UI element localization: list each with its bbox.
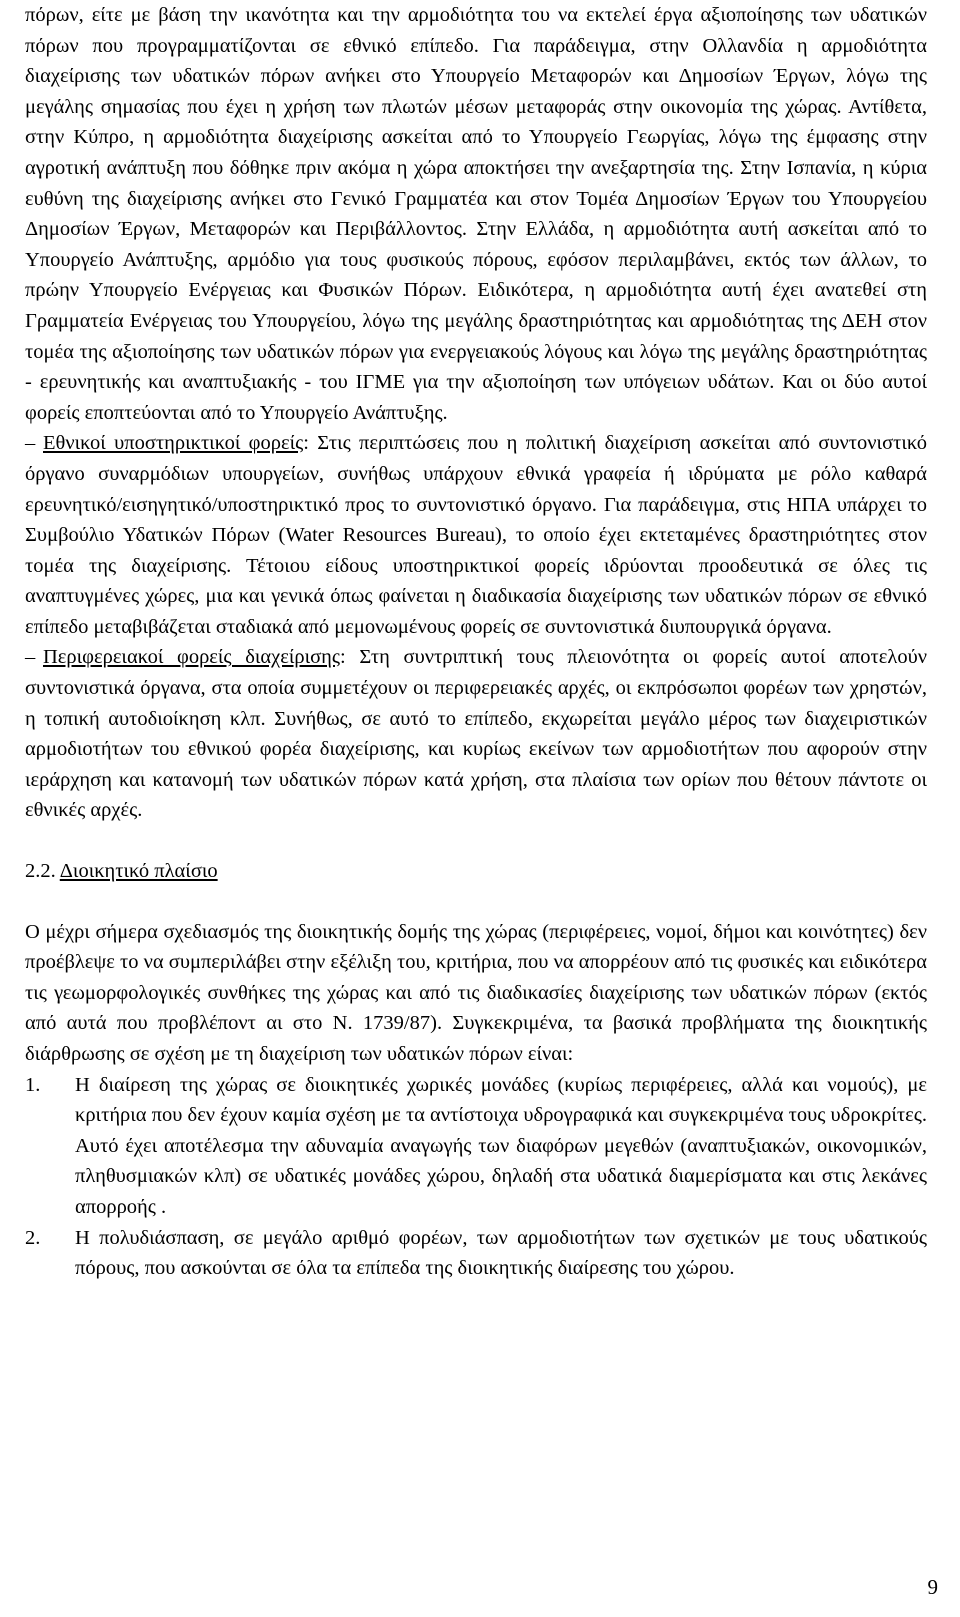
- page-number: 9: [927, 1575, 938, 1599]
- list-number: 1.: [25, 1073, 41, 1096]
- body-paragraph: Ο μέχρι σήμερα σχεδιασμός της διοικητικής δομής της χώρας (περιφέρειες, νομοί, δήμοι και κοινότητες) δεν προέβλεψε το να συμπεριλάβει στην εξέλιξη του, κριτήρια, που να απορρέουν από τις φυσικές και ειδικότερα τις γεωμορφολογικές συνθήκες της χώρας και από τις διαδικασίες διαχείρισης των υδατικών πόρων (εκτός από αυτά που προβλέποντ αι στο Ν. 1739/87). Συγκεκριμένα, τα βασικά προβλήματα της διοικητικής διάρθρωσης σε σχέση με τη διαχείριση των υδατικών πόρων είναι:: [25, 920, 927, 1065]
- bullet-item-national-support: [25, 428, 927, 642]
- bullet-item-regional-bodies: [25, 642, 927, 826]
- dash-marker: –: [25, 646, 36, 669]
- section-title: Διοικητικό πλαίσιο: [59, 860, 218, 883]
- intro-paragraph: πόρων, είτε με βάση την ικανότητα και την αρμοδιότητα του να εκτελεί έργα αξιοποίησης των υδατικών πόρων που προγραμματίζονται σε εθνικό επίπεδο. Για παράδειγμα, στην Ολλανδία η αρμοδιότητα διαχείρισης των υδατικών πόρων ανήκει στο Υπουργείο Μεταφορών και Δημοσίων Έργων, λόγω της μεγάλης σημασίας που έχει η χρήση των πλωτών μέσων μεταφοράς στην οικονομία της χώρας. Αντίθετα, στην Κύπρο, η αρμοδιότητα διαχείρισης ασκείται από το Υπουργείο Γεωργίας, λόγω της έμφασης στην αγροτική ανάπτυξη που δόθηκε πριν ακόμα η χώρα αποκτήσει την ανεξαρτησία της. Στην Ισπανία, η κύρια ευθύνη της διαχείρισης ανήκει στο Γενικό Γραμματέα και στον Τομέα Δημοσίων Έργων του Υπουργείου Δημοσίων Έργων, Μεταφορών και Περιβάλλοντος. Στην Ελλάδα, η αρμοδιότητα αυτή ασκείται από το Υπουργείο Ανάπτυξης, αρμόδιο για τους φυσικούς πόρους, εφόσον περιλαμβάνει, εκτός των άλλων, το πρώην Υπουργείο Ενέργειας και Φυσικών Πόρων. Ειδικότερα, η αρμοδιότητα αυτή έχει ανατεθεί στη Γραμματεία Ενέργειας του Υπουργείου, λόγω της μεγάλης δραστηριότητας και αρμοδιότητας της ΔΕΗ στον τομέα της αξιοποίησης των υδατικών πόρων για ενεργειακούς λόγους και λόγω της μεγάλης δραστηριότητας - ερευνητικής και αναπτυξιακής - του ΙΓΜΕ για την αξιοποίηση των υπόγειων υδάτων. Και οι δύο αυτοί φορείς εποπτεύονται από το Υπουργείο Ανάπτυξης.: [25, 4, 927, 424]
- bullet-text: : Στη συντριπτική τους πλειονότητα οι φορείς αυτοί αποτελούν συντονιστικά όργανα, στα οποία συμμετέχουν οι περιφερειακές αρχές, οι εκπρόσωποι φορέων των χρηστών, η τοπική αυτοδιοίκηση κλπ. Συνήθως, σε αυτό το επίπεδο, εκχωρείται μεγάλο μέρος των διαχειριστικών αρμοδιοτήτων του εθνικού φορέα διαχείρισης, και κυρίως εκείνων των αρμοδιοτήτων που αφορούν στην ιεράρχηση και κατανομή των υδατικών πόρων κατά χρήση, στα πλαίσια των ορίων που θέτουν πάντοτε οι εθνικές αρχές.: [25, 646, 927, 822]
- bullet-term: Εθνικοί υποστηρικτικοί φορείς: [43, 432, 304, 455]
- dash-marker: –: [25, 432, 36, 455]
- bullet-term: Περιφερειακοί φορείς διαχείρισης: [43, 646, 340, 669]
- section-heading: [25, 856, 927, 887]
- list-item: [25, 1070, 927, 1223]
- bullet-text: : Στις περιπτώσεις που η πολιτική διαχείριση ασκείται από συντονιστικό όργανο συναρμόδιων υπουργείων, συνήθως υπάρχουν εθνικά γραφεία ή ιδρύματα με ρόλο καθαρά ερευνητικό/εισηγητικό/υποστηρικτικό προς το συντονιστικό όργανο. Για παράδειγμα, στις ΗΠΑ υπάρχει το Συμβούλιο Υδατικών Πόρων (Water Resources Bureau), το οποίο έχει εκτεταμένες δραστηριότητες στον τομέα της διαχείρισης. Τέτοιου είδους υποστηρικτικοί φορείς ιδρύονται προοδευτικά σε όλες τις αναπτυγμένες χώρες, μια και γενικά όπως φαίνεται η διαδικασία διαχείρισης των υδατικών πόρων σε εθνικό επίπεδο μεταβιβάζεται σταδιακά από μεμονωμένους φορείς σε συντονιστικά διυπουργικά όργανα.: [25, 432, 928, 638]
- list-text: Η διαίρεση της χώρας σε διοικητικές χωρικές μονάδες (κυρίως περιφέρειες, αλλά και νομούς), με κριτήρια που δεν έχουν καμία σχέση με τα αντίστοιχα υδρογραφικά και συγκεκριμένα τους υδροκρίτες. Αυτό έχει αποτέλεσμα την αδυναμία αναγωγής των διαφόρων μεγεθών (αναπτυξιακών, οικονομικών, πληθυσμιακών κλπ) σε υδατικές μονάδες χώρου, δηλαδή στα υδατικά διαμερίσματα και στις λεκάνες απορροής .: [75, 1073, 927, 1218]
- section-number: 2.2.: [25, 860, 56, 883]
- list-text: Η πολυδιάσπαση, σε μεγάλο αριθμό φορέων, των αρμοδιοτήτων των σχετικών με τους υδατικούς πόρους, που ασκούνται σε όλα τα επίπεδα της διοικητικής διαίρεσης του χώρου.: [75, 1226, 927, 1280]
- list-item: [25, 1223, 927, 1284]
- document-page: [25, 0, 927, 1284]
- list-number: 2.: [25, 1226, 41, 1249]
